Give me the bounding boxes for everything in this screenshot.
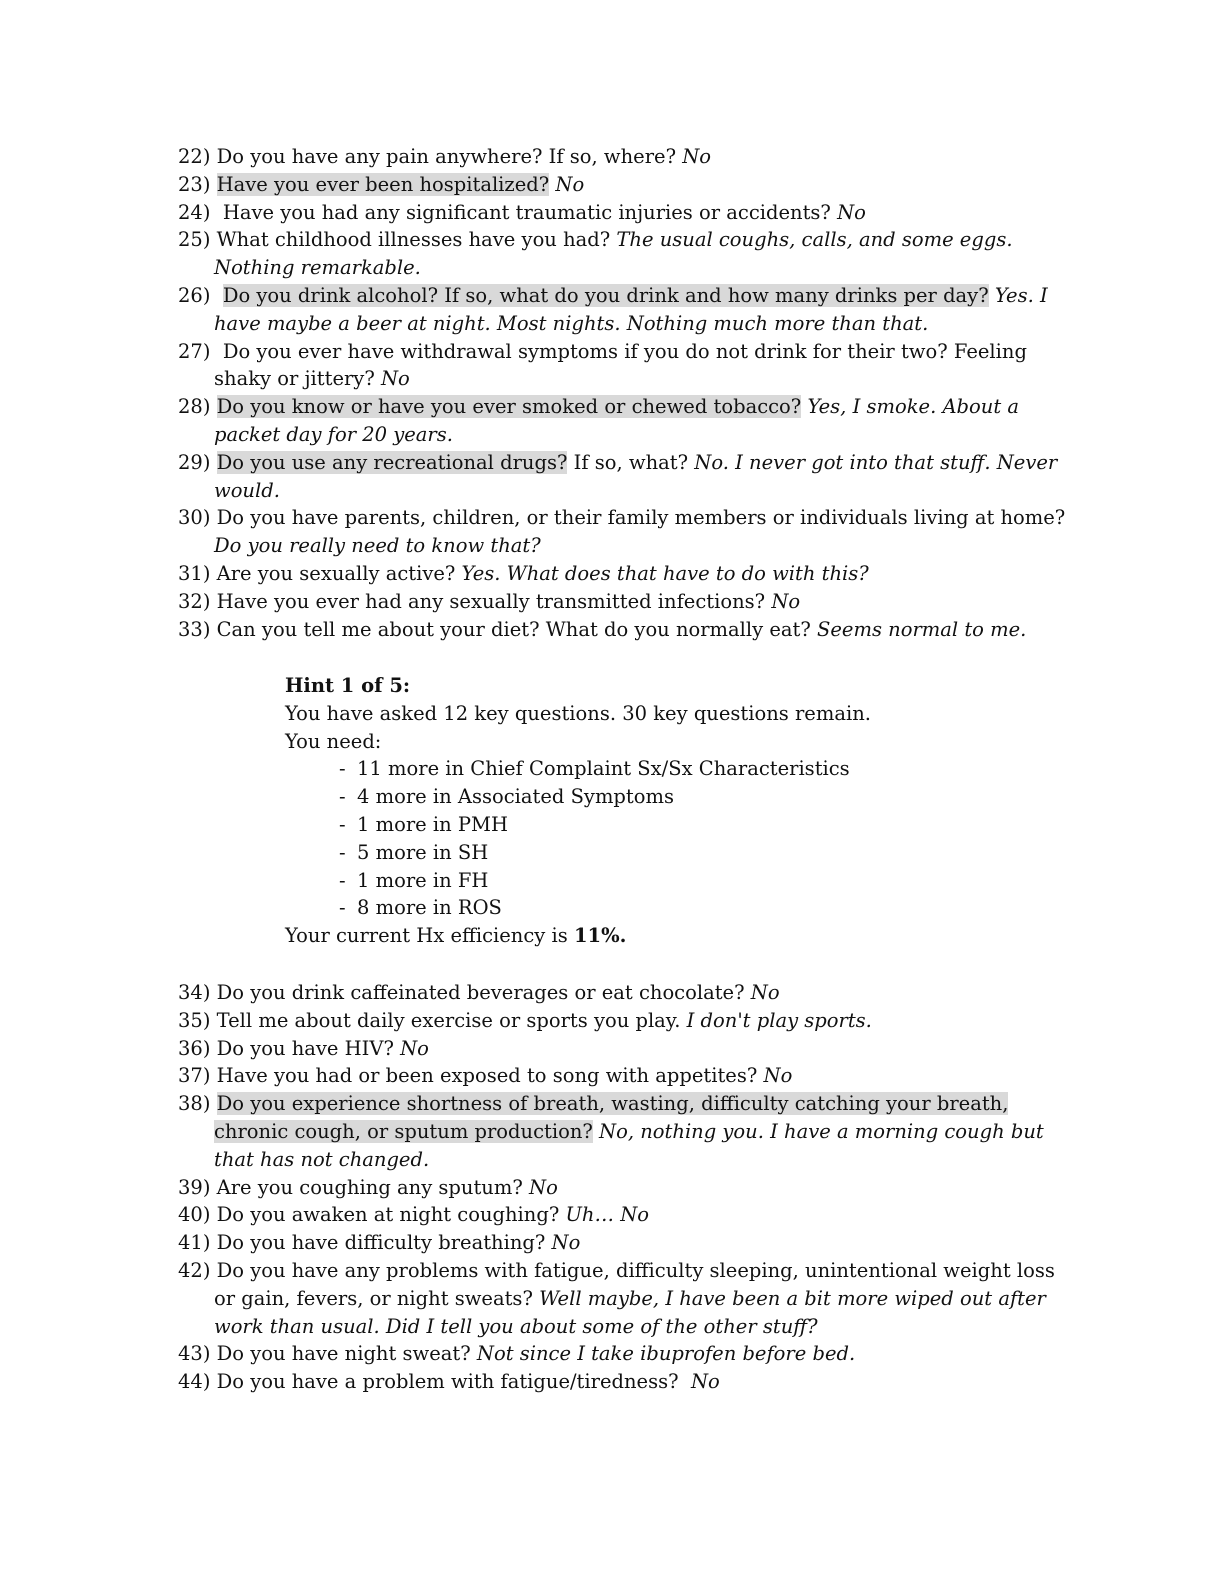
question-number: 41) xyxy=(178,1231,211,1255)
question-number: 38) xyxy=(178,1092,211,1116)
question-26 xyxy=(178,282,1078,338)
question-number: 43) xyxy=(178,1342,211,1366)
question-22 xyxy=(178,143,1078,171)
question-text: Have you had or been exposed to song with appetites? xyxy=(216,1064,758,1088)
list-item: - 1 more in PMH xyxy=(339,812,508,836)
answer-text: Yes. I have maybe a beer at night. Most nights. Nothing much more than that. xyxy=(214,283,1048,335)
answer-text: No xyxy=(400,1036,429,1060)
highlighted-question-text: Do you know or have you ever smoked or chewed tobacco? xyxy=(216,395,802,419)
question-text: Are you coughing any sputum? xyxy=(216,1175,523,1199)
hint-summary: You have asked 12 key questions. 30 key questions remain. xyxy=(285,701,871,725)
question-number: 33) xyxy=(178,617,211,641)
question-number: 31) xyxy=(178,561,211,585)
question-text: Do you awaken at night coughing? xyxy=(216,1203,560,1227)
question-text: Can you tell me about your diet? What do you normally eat? xyxy=(216,617,811,641)
answer-text: No, nothing you. I have a morning cough but that has not changed. xyxy=(214,1119,1044,1171)
question-number: 39) xyxy=(178,1175,211,1199)
question-text: Do you have parents, children, or their family members or individuals living at home? xyxy=(216,506,1066,530)
question-number: 28) xyxy=(178,395,211,419)
answer-text: No. I never got into that stuff. Never would. xyxy=(214,450,1058,502)
question-text: Do you have any pain anywhere? If so, where? xyxy=(216,145,677,168)
question-43 xyxy=(178,1340,1078,1368)
question-text: Do you drink caffeinated beverages or eat chocolate? xyxy=(216,981,745,1004)
question-29 xyxy=(178,449,1078,505)
answer-text: The usual coughs, calls, and some eggs. Nothing remarkable. xyxy=(214,228,1013,280)
question-number: 37) xyxy=(178,1064,211,1088)
question-number: 42) xyxy=(178,1258,211,1282)
answer-text: I don't play sports. xyxy=(686,1008,872,1032)
question-text: What childhood illnesses have you had? xyxy=(216,228,611,252)
question-text: Have you had any significant traumatic injuries or accidents? xyxy=(222,200,831,224)
hint-box xyxy=(285,672,985,950)
answer-text: Seems normal to me. xyxy=(817,617,1027,641)
answer-text: No xyxy=(529,1175,558,1199)
question-number: 26) xyxy=(178,283,211,307)
answer-text: Not since I take ibuprofen before bed. xyxy=(476,1342,856,1366)
question-40 xyxy=(178,1201,1078,1229)
question-list-b xyxy=(178,979,1078,1396)
list-item: - 8 more in ROS xyxy=(339,896,502,920)
answer-text: No xyxy=(380,367,410,391)
answer-text: No xyxy=(771,589,801,613)
question-44 xyxy=(178,1368,1078,1396)
question-28 xyxy=(178,393,1078,449)
question-34 xyxy=(178,979,1078,1007)
answer-text: Well maybe, I have been a bit more wiped out after work than usual. Did I tell you about some of the other stuff? xyxy=(214,1286,1046,1338)
question-32 xyxy=(178,588,1078,616)
hint-efficiency: Your current Hx efficiency is 11%. xyxy=(285,924,627,948)
hint-requirements-list xyxy=(285,755,985,922)
question-42 xyxy=(178,1257,1078,1340)
answer-text: Do you really need to know that? xyxy=(214,534,541,558)
question-text: Do you have any problems with fatigue, difficulty sleeping, unintentional weight loss or gain, fevers, or night sweats? xyxy=(214,1258,1055,1310)
question-text: Tell me about daily exercise or sports you play. xyxy=(216,1008,681,1032)
question-33 xyxy=(178,616,1078,644)
hint-title: Hint 1 of 5: xyxy=(285,674,411,697)
answer-text: Uh… No xyxy=(565,1203,649,1227)
list-item: - 11 more in Chief Complaint Sx/Sx Characteristics xyxy=(339,757,850,781)
question-number: 24) xyxy=(178,200,211,224)
question-30 xyxy=(178,504,1078,560)
answer-text: No xyxy=(690,1370,720,1394)
question-number: 22) xyxy=(178,145,211,168)
question-27 xyxy=(178,338,1078,394)
question-36 xyxy=(178,1035,1078,1063)
question-number: 36) xyxy=(178,1036,211,1060)
answer-text: No xyxy=(763,1064,793,1088)
list-item: - 5 more in SH xyxy=(339,840,489,864)
answer-text: No xyxy=(555,172,585,196)
highlighted-question-text: Do you use any recreational drugs? xyxy=(216,450,568,474)
question-text: Do you have a problem with fatigue/tiredness? xyxy=(216,1370,679,1394)
hint-you-need: You need: xyxy=(285,729,382,753)
question-number: 32) xyxy=(178,589,211,613)
question-text: Do you have night sweat? xyxy=(216,1342,471,1366)
highlighted-question-text: Do you experience shortness of breath, wasting, difficulty catching your breath, chronic cough, or sputum production? xyxy=(214,1092,1009,1143)
answer-text: Yes, I smoke. About a packet day for 20 years. xyxy=(214,395,1019,446)
question-37 xyxy=(178,1062,1078,1090)
question-25 xyxy=(178,226,1078,282)
question-number: 40) xyxy=(178,1203,211,1227)
list-item: - 4 more in Associated Symptoms xyxy=(339,785,674,809)
question-23 xyxy=(178,171,1078,199)
question-31 xyxy=(178,560,1078,588)
answer-text: Yes. What does that have to do with this? xyxy=(461,561,869,585)
question-text: Do you have HIV? xyxy=(216,1036,394,1060)
question-24 xyxy=(178,199,1078,227)
question-38 xyxy=(178,1090,1078,1173)
question-39 xyxy=(178,1174,1078,1202)
efficiency-value: 11%. xyxy=(573,924,627,948)
question-text: Have you ever had any sexually transmitted infections? xyxy=(216,589,766,613)
question-text: Do you have difficulty breathing? xyxy=(216,1231,546,1255)
question-number: 27) xyxy=(178,339,211,363)
answer-text: No xyxy=(837,200,866,224)
question-number: 35) xyxy=(178,1008,211,1032)
question-text: If so, what? xyxy=(573,450,689,474)
question-number: 29) xyxy=(178,450,211,474)
question-number: 34) xyxy=(178,981,211,1004)
answer-text: No xyxy=(551,1231,581,1255)
highlighted-question-text: Have you ever been hospitalized? xyxy=(216,172,550,196)
question-35 xyxy=(178,1007,1078,1035)
question-number: 30) xyxy=(178,506,211,530)
question-number: 44) xyxy=(178,1370,211,1394)
question-number: 25) xyxy=(178,228,211,252)
list-item: - 1 more in FH xyxy=(339,868,489,892)
question-41 xyxy=(178,1229,1078,1257)
question-text: Do you ever have withdrawal symptoms if you do not drink for their two? Feeling shaky or jittery? xyxy=(214,339,1027,391)
answer-text: No xyxy=(682,145,712,168)
answer-text: No xyxy=(750,981,780,1004)
question-number: 23) xyxy=(178,172,211,196)
question-text: Are you sexually active? xyxy=(216,561,456,585)
highlighted-question-text: Do you drink alcohol? If so, what do you drink and how many drinks per day? xyxy=(222,283,989,307)
question-list-a xyxy=(178,143,1078,643)
